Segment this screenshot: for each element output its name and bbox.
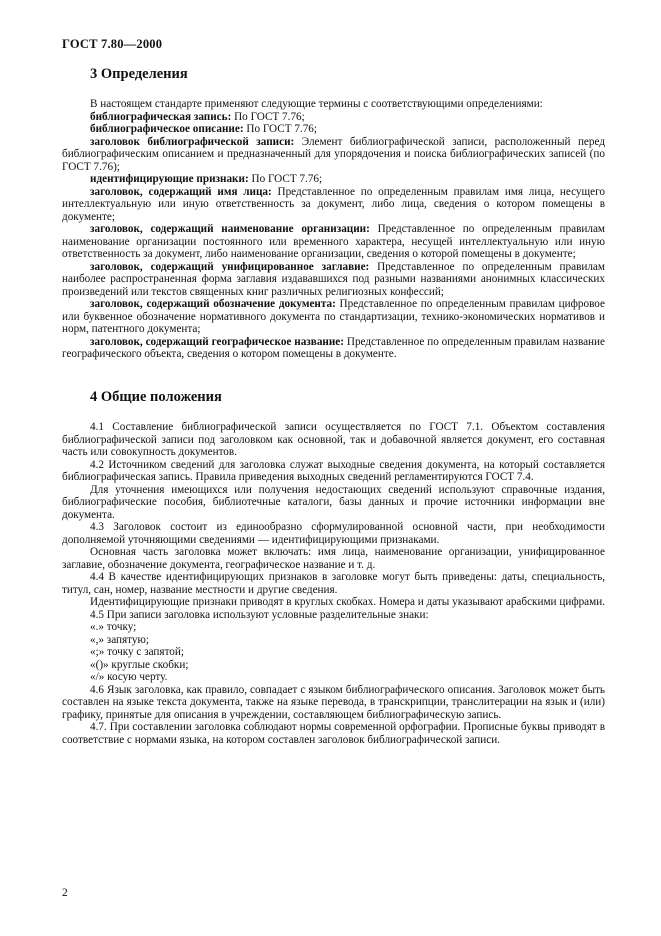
definition-term: заголовок, содержащий унифицированное заглавие:	[90, 260, 370, 273]
definition-item	[62, 298, 605, 336]
definition-term: заголовок библиографической записи:	[90, 135, 295, 148]
definitions-list	[62, 111, 605, 361]
section-4-paragraph: Основная часть заголовка может включать: имя лица, наименование организации, унифицированное заглавие, обозначение документа, географическое название и т. д.	[62, 546, 605, 571]
definition-term: заголовок, содержащий имя лица:	[90, 185, 272, 198]
definition-text: Представленное по определенным правилам наиболее распространенная форма заглавия издававшихся под разными названиями анонимных классических произведений или текстов священных книг различных религиозных конфессий;	[62, 260, 605, 298]
document-header: ГОСТ 7.80—2000	[62, 37, 163, 51]
section-4-paragraph: 4.1 Составление библиографической записи осуществляется по ГОСТ 7.1. Объектом составления библиографической записи под заголовком как основной, так и добавочной является документ, его составная часть или совокупность документов.	[62, 421, 605, 458]
section-3-intro: В настоящем стандарте применяют следующие термины с соответствующими определениями:	[90, 98, 543, 110]
definition-text: Элемент библиографической записи, расположенный перед библиографическим описанием и предназначенный для упорядочения и поиска библиографических записей (по ГОСТ 7.76);	[62, 135, 606, 173]
definition-text: Представленное по определенным правилам название географического объекта, сведения о котором помещены в документе.	[62, 335, 605, 360]
definition-item	[62, 136, 605, 174]
definition-text: По ГОСТ 7.76;	[243, 123, 318, 135]
separator-sign-item: «()» круглые скобки;	[90, 658, 189, 671]
section-4-paragraphs	[62, 421, 605, 621]
definition-term: библиографическая запись:	[90, 110, 232, 123]
section-4-paragraph: 4.2 Источником сведений для заголовка служат выходные сведения документа, на который составляется библиографическая запись. Правила приведения выходных сведений регламентируются ГОСТ 7.4.	[62, 458, 605, 483]
section-4-paragraphs-after	[62, 684, 605, 747]
section-4-paragraph: 4.7. При составлении заголовка соблюдают нормы современной орфографии. Прописные буквы приводят в соответствие с нормами языка, на котором составлен заголовок библиографической записи.	[62, 721, 605, 746]
definition-text: Представленное по определенным правилам наименование организации постоянного или временного характера, несущей интеллектуальную или иную ответственность за документ, либо наименование организации, сведения о которой помещены в документе;	[62, 223, 605, 260]
page-number: 2	[62, 887, 68, 899]
definition-item	[62, 261, 605, 299]
section-4-paragraph: Для уточнения имеющихся или получения недостающих сведений используют справочные издания, библиографические пособия, библиотечные каталоги, базы данных и прочие источники информации вне документа.	[62, 483, 605, 521]
section-4-paragraph: 4.5 При записи заголовка используют условные разделительные знаки:	[90, 608, 429, 621]
definition-text: Представленное по определенным правилам цифровое или буквенное обозначение нормативного документа по стандартизации, технико-экономических нормативов и норм, патентного документа;	[62, 298, 605, 335]
separator-signs-list	[62, 621, 605, 684]
definition-term: идентифицирующие признаки:	[90, 173, 249, 185]
separator-sign-item: «.» точку;	[90, 621, 137, 633]
definition-term: заголовок, содержащий обозначение документа:	[90, 298, 336, 310]
section-4-title: 4 Общие положения	[90, 388, 222, 405]
separator-sign-item: «/» косую черту.	[90, 671, 168, 683]
section-4-paragraph: 4.4 В качестве идентифицирующих признаков в заголовке могут быть приведены: даты, специальность, титул, сан, номер, название местности и другие сведения.	[62, 571, 605, 596]
separator-sign-item: «,» запятую;	[90, 633, 149, 646]
separator-sign-item: «;» точку с запятой;	[90, 646, 184, 658]
definition-item	[62, 336, 605, 361]
definition-item	[62, 186, 605, 224]
definition-item	[62, 223, 605, 261]
definition-item	[62, 111, 605, 124]
definition-term: заголовок, содержащий географическое название:	[90, 335, 344, 348]
definition-text: Представленное по определенным правилам имя лица, несущего интеллектуальную или иную ответственность за документ, либо лица, сведения о котором помещены в документе;	[62, 185, 605, 223]
section-4-paragraph: Идентифицирующие признаки приводят в круглых скобках. Номера и даты указывают арабскими цифрами.	[90, 596, 605, 608]
definition-term: библиографическое описание:	[90, 123, 244, 135]
section-4-paragraph: 4.6 Язык заголовка, как правило, совпадает с языком библиографического описания. Заголовок может быть составлен на языке текста документа, также на языке перевода, в транскрипции, транслитерации на язык и (или) графику, принятые для описания в учреждении, составляющем библиографическую запись.	[62, 683, 605, 721]
definition-text: По ГОСТ 7.76;	[248, 173, 323, 185]
definition-item	[62, 173, 605, 186]
section-3-title: 3 Определения	[90, 65, 188, 82]
definition-term: заголовок, содержащий наименование организации:	[90, 223, 370, 235]
definition-text: По ГОСТ 7.76;	[231, 110, 305, 123]
section-4-paragraph: 4.3 Заголовок состоит из единообразно сформулированной основной части, при необходимости дополняемой уточняющими сведениями — идентифицирующими признаками.	[62, 521, 605, 546]
definition-item	[62, 123, 605, 136]
